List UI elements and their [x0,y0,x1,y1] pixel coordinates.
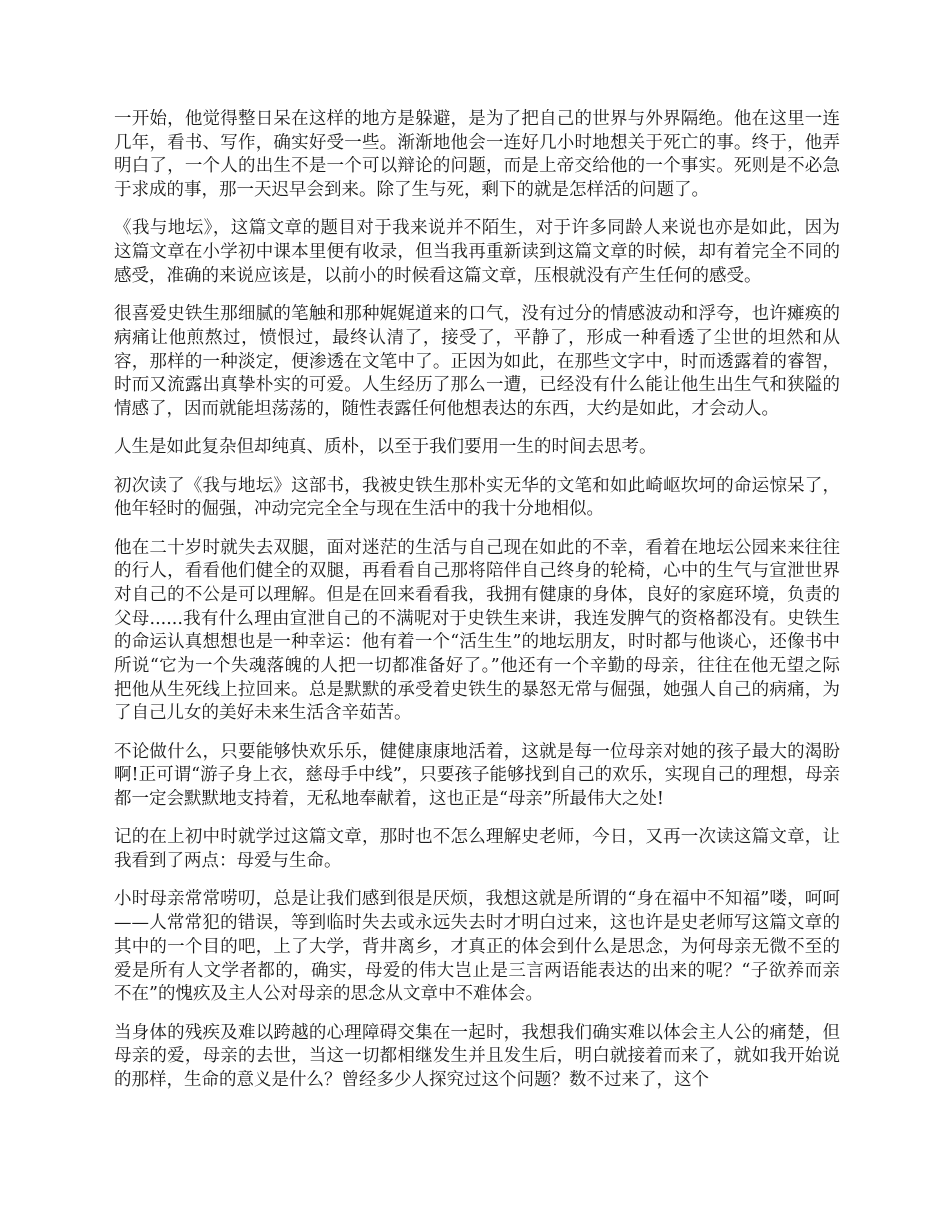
paragraph-6: 他在二十岁时就失去双腿，面对迷茫的生活与自己现在如此的不幸，看着在地坛公园来来往往的行人，看看他们健全的双腿，再看看自己那将陪伴自己终身的轮椅，心中的生气与宣泄世界对自己的不公是可以理解。但是在回来看看我，我拥有健康的身体，良好的家庭环境，负责的父母......我有什么理由宣泄自己的不满呢对于史铁生来讲，我连发脾气的资格都没有。史铁生的命运认真想想也是一种幸运：他有着一个“活生生”的地坛朋友，时时都与他谈心，还像书中所说“它为一个失魂落魄的人把一切都准备好了。”他还有一个辛勤的母亲，往往在他无望之际把他从生死线上拉回来。总是默默的承受着史铁生的暴怒无常与倔强，她强人自己的病痛，为了自己儿女的美好未来生活含辛茹苦。 [114,537,840,724]
paragraph-9: 小时母亲常常唠叨，总是让我们感到很是厌烦，我想这就是所谓的“身在福中不知福”喽，呵呵——人常常犯的错误，等到临时失去或永远失去时才明白过来，这也许是史老师写这篇文章的其中的一个目的吧，上了大学，背井离乡，才真正的体会到什么是思念，为何母亲无微不至的爱是所有人文学者都的，确实，母爱的伟大岂止是三言两语能表达的出来的呢？“子欲养而亲不在”的愧疚及主人公对母亲的思念从文章中不难体会。 [114,889,840,1005]
paragraph-4: 人生是如此复杂但却纯真、质朴，以至于我们要用一生的时间去思考。 [114,437,657,458]
paragraph-3: 很喜爱史铁生那细腻的笔触和那种娓娓道来的口气，没有过分的情感波动和浮夸，也许瘫痪的病痛让他煎熬过，愤恨过，最终认清了，接受了，平静了，形成一种看透了尘世的坦然和从容，那样的一种淡定，便渗透在文笔中了。正因为如此，在那些文字中，时而透露着的睿智，时而又流露出真挚朴实的可爱。人生经历了那么一遭，已经没有什么能让他生出生气和狭隘的情感了，因而就能坦荡荡的，随性表露任何他想表达的东西，大约是如此，才会动人。 [114,304,840,419]
paragraph-7: 不论做什么，只要能够快欢乐乐，健健康康地活着，这就是每一位母亲对她的孩子最大的渴盼啊!正可谓“游子身上衣，慈母手中线”，只要孩子能够找到自己的欢乐，实现自己的理想，母亲都一定会默默地支持着，无私地奉献着，这也正是“母亲”所最伟大之处! [114,741,840,810]
paragraph-1: 一开始，他觉得整日呆在这样的地方是躲避，是为了把自己的世界与外界隔绝。他在这里一连几年，看书、写作，确实好受一些。渐渐地他会一连好几小时地想关于死亡的事。终于，他弄明白了，一个人的出生不是一个可以辩论的问题，而是上帝交给他的一个事实。死则是不必急于求成的事，那一天迟早会到来。除了生与死，剩下的就是怎样活的问题了。 [114,109,840,201]
paragraph-8: 记的在上初中时就学过这篇文章，那时也不怎么理解史老师，今日，又再一次读这篇文章，让我看到了两点：母爱与生命。 [114,827,840,872]
document-body [114,108,840,1107]
paragraph-10: 当身体的残疾及难以跨越的心理障碍交集在一起时，我想我们确实难以体会主人公的痛楚，但母亲的爱，母亲的去世，当这一切都相继发生并且发生后，明白就接着而来了，就如我开始说的那样，生命的意义是什么？曾经多少人探究过这个问题？数不过来了，这个 [114,1022,840,1090]
paragraph-5: 初次读了《我与地坛》这部书，我被史铁生那朴实无华的文笔和如此崎岖坎坷的命运惊呆了，他年轻时的倔强，冲动完完全全与现在生活中的我十分地相似。 [114,475,840,520]
paragraph-2: 《我与地坛》，这篇文章的题目对于我来说并不陌生，对于许多同龄人来说也亦是如此，因为这篇文章在小学初中课本里便有收录，但当我再重新读到这篇文章的时候，却有着完全不同的感受，准确的来说应该是，以前小的时候看这篇文章，压根就没有产生任何的感受。 [114,218,840,286]
